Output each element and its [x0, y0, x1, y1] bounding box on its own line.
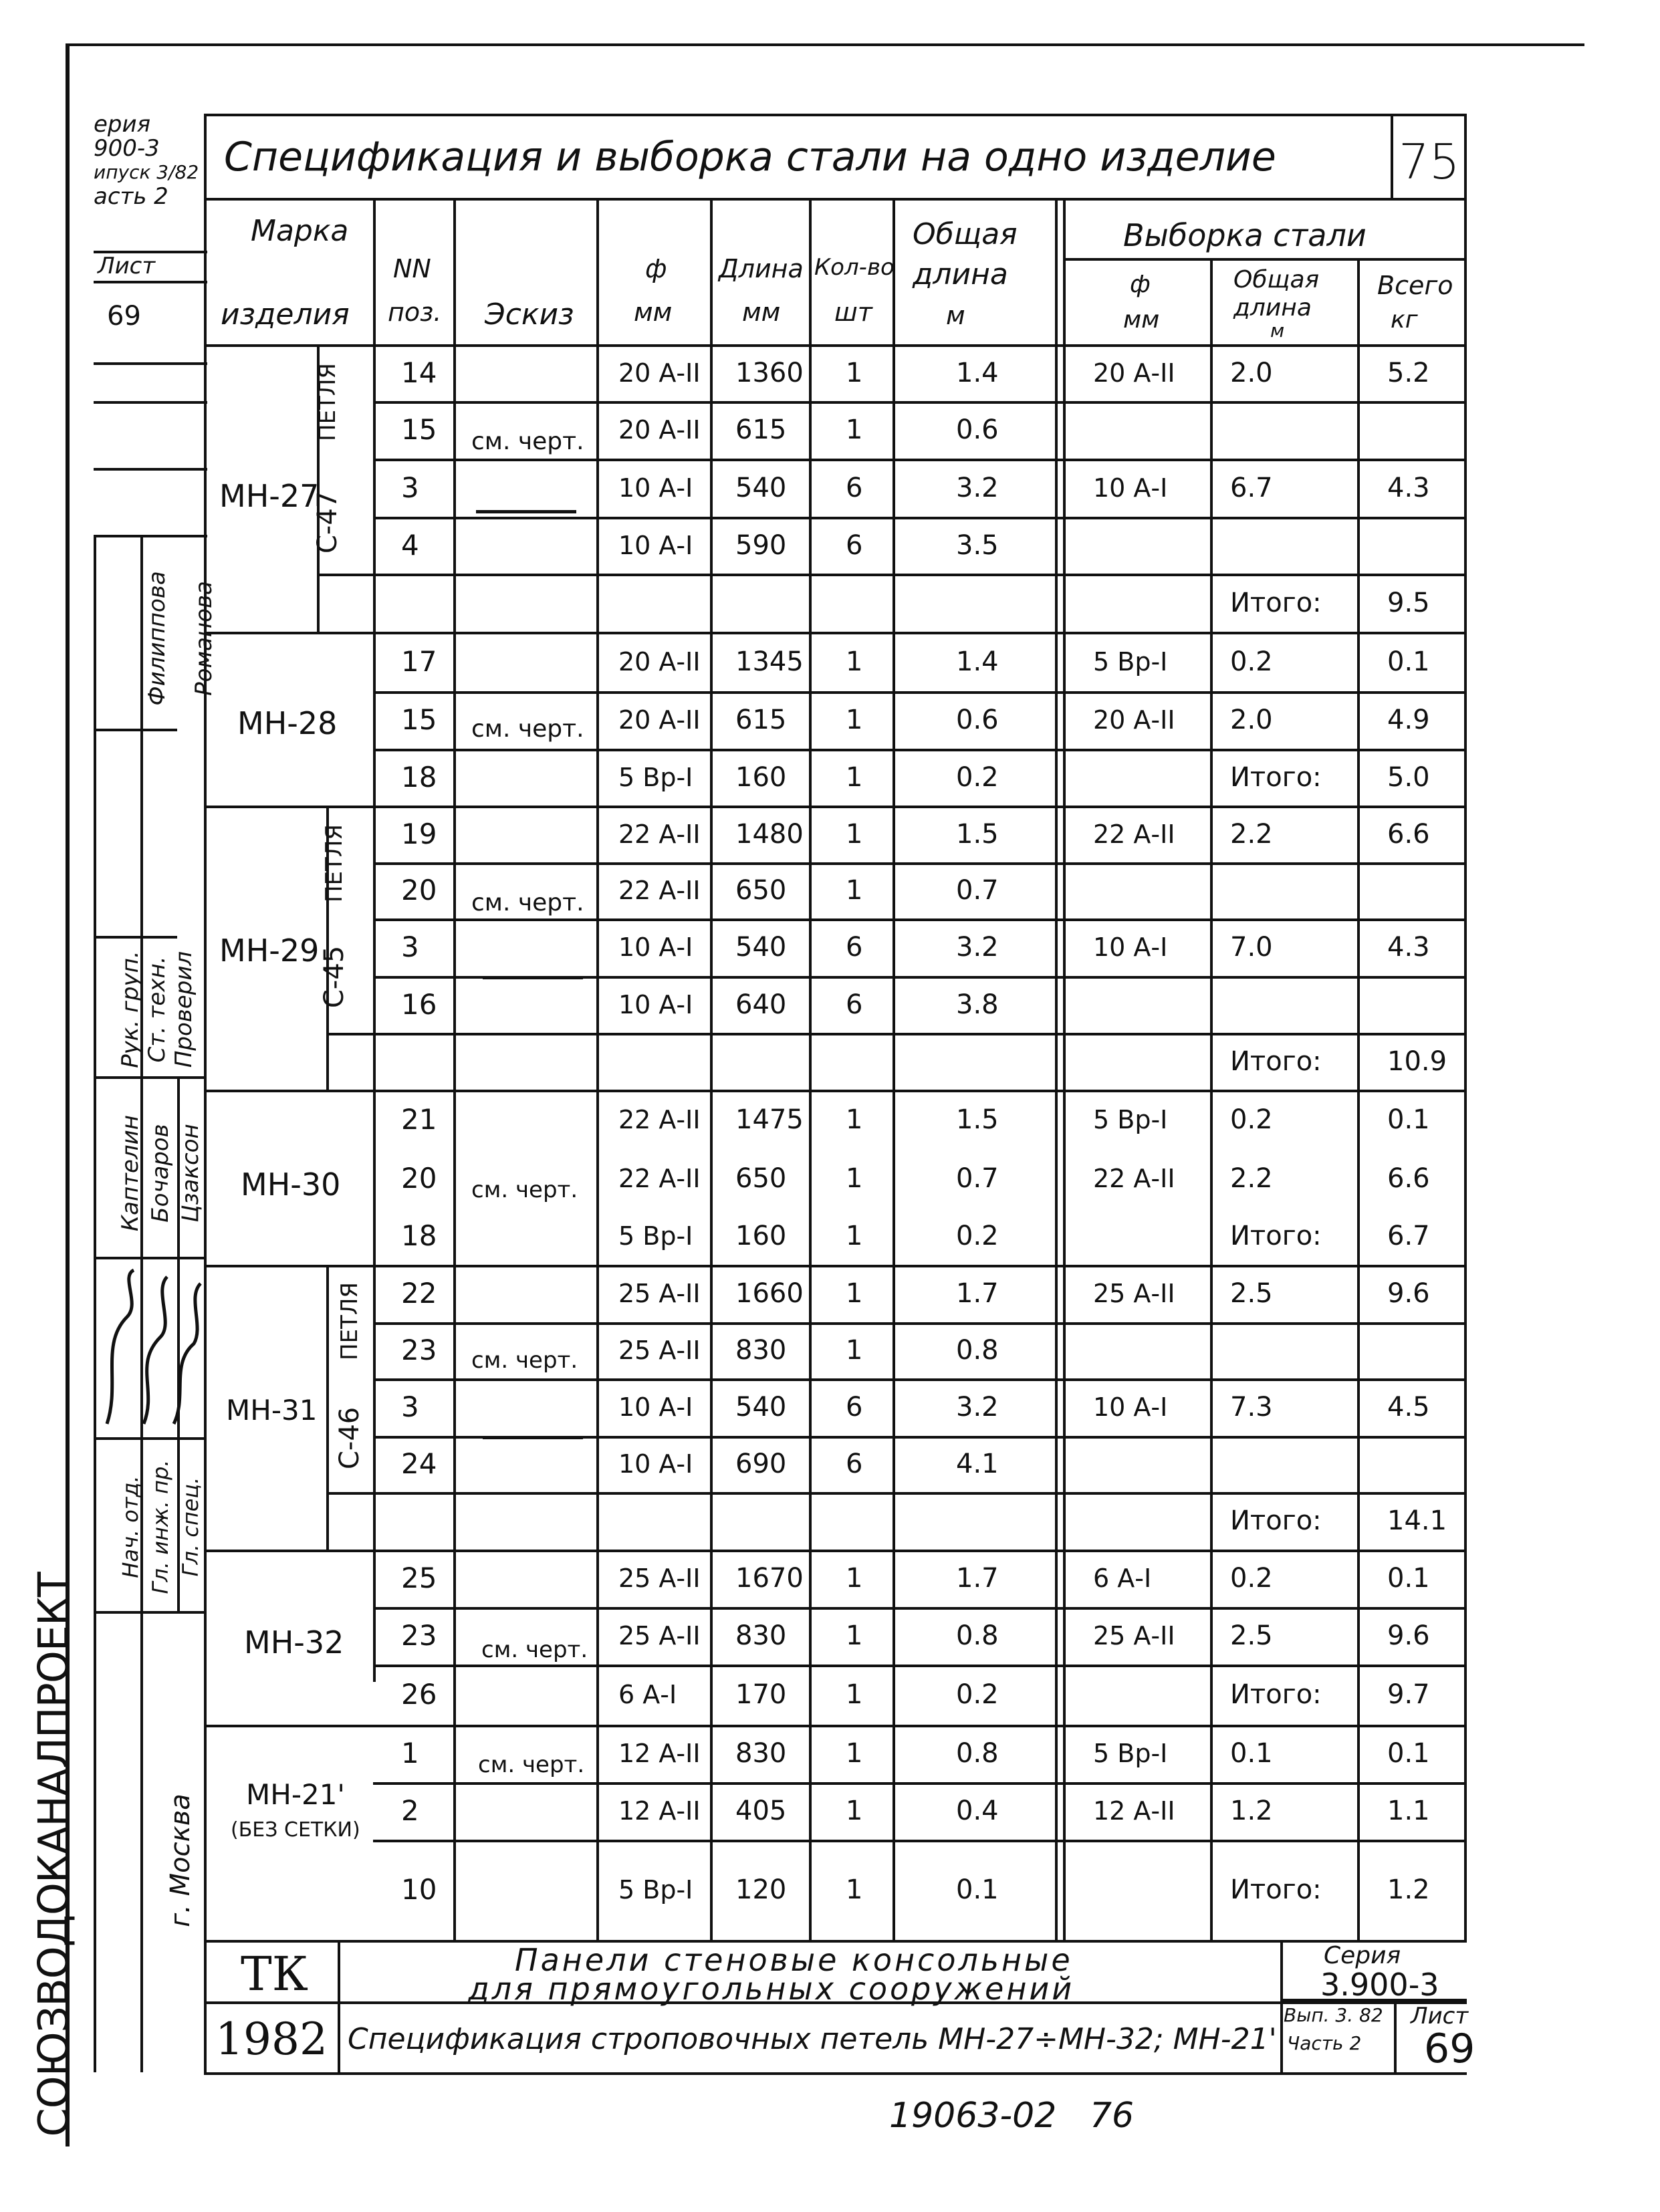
cell-tl-1: 0.6 [956, 414, 999, 445]
cell-tl-8: 1.5 [956, 818, 999, 850]
cell-pos-8: 19 [401, 817, 437, 850]
cell-kg-2: 4.3 [1387, 472, 1430, 503]
cell-dia-14: 22 А-II [618, 1163, 701, 1193]
cell-pos-3: 4 [401, 528, 419, 562]
cell-len-3: 590 [735, 529, 787, 561]
cell-tl-24: 0.8 [956, 1738, 999, 1769]
product-mn27: МН-27 [219, 478, 320, 514]
cell-dia-3: 10 А-I [618, 530, 693, 560]
cell-pos-21: 25 [401, 1562, 437, 1594]
cell-qty-21: 1 [846, 1563, 863, 1594]
page-title: Спецификация и выборка стали на одно изделие [224, 134, 1276, 180]
cell-len-26: 120 [735, 1874, 787, 1905]
tk-label: ТК [241, 1947, 308, 2001]
stamp-name-romanova: Романова [191, 581, 217, 696]
header-selection: Выборка стали [1123, 217, 1367, 253]
sketch-mn27: см. черт. [471, 428, 584, 455]
product-mn28: МН-28 [237, 705, 338, 741]
corner-block [94, 112, 204, 209]
product-mn29-sub: С-45 [319, 945, 350, 1008]
cell-dia-21: 25 А-II [618, 1564, 701, 1593]
header-marka-1: Марка [251, 214, 349, 248]
cell-len-8: 1480 [735, 818, 804, 850]
cell-tl-13: 1.5 [956, 1104, 999, 1135]
cell-pos-17: 23 [401, 1334, 437, 1366]
cell-len-19: 690 [735, 1449, 787, 1479]
cell-len-9: 650 [735, 875, 787, 906]
stamp-role-nach: Нач. отд. [118, 1475, 143, 1578]
cell-pos-24: 1 [401, 1737, 419, 1769]
cell-kg-12: 10.9 [1387, 1046, 1447, 1077]
cell-kg-6: 4.9 [1387, 705, 1430, 735]
cell-pos-0: 14 [401, 356, 437, 389]
cell-len-14: 650 [735, 1162, 787, 1194]
cell-sd-6: 20 А-II [1093, 705, 1175, 735]
cell-len-1: 615 [735, 414, 787, 445]
cell-pos-5: 17 [401, 644, 437, 678]
cell-sl-24: 0.1 [1230, 1738, 1273, 1769]
header-dia-2: мм [634, 297, 673, 327]
cell-sd-16: 25 А-II [1093, 1279, 1175, 1308]
cell-dia-8: 22 А-II [618, 819, 701, 849]
cell-len-21: 1670 [735, 1563, 804, 1594]
cell-kg-18: 4.5 [1387, 1392, 1430, 1423]
cell-qty-14: 1 [846, 1162, 863, 1194]
cell-len-22: 830 [735, 1620, 787, 1651]
cell-sl-14: 2.2 [1230, 1162, 1273, 1194]
header-sel-dia-1: ф [1130, 271, 1151, 298]
header-total-len-3: м [946, 301, 965, 330]
cell-pos-1: 15 [401, 413, 437, 446]
cell-len-15: 160 [735, 1220, 787, 1251]
stamp-role-gl-ing: Гл. инж. пр. [148, 1459, 173, 1594]
cell-dia-6: 20 А-II [618, 705, 701, 735]
cell-tl-9: 0.7 [956, 875, 999, 906]
product-mn30: МН-30 [241, 1166, 341, 1203]
cell-len-10: 540 [735, 932, 787, 963]
corner-sheet-value: 69 [107, 301, 141, 332]
cell-sd-18: 10 А-I [1093, 1392, 1168, 1422]
header-total-len-1: Общая [913, 217, 1018, 251]
header-total-len-2: длина [913, 257, 1008, 291]
cell-sl-8: 2.2 [1230, 818, 1273, 850]
cell-pos-23: 26 [401, 1678, 437, 1711]
header-len-2: мм [742, 297, 781, 327]
corner-sheet-label: Лист [98, 253, 156, 279]
cell-qty-23: 1 [846, 1679, 863, 1710]
cell-sd-13: 5 Вр-I [1093, 1105, 1168, 1134]
cell-qty-13: 1 [846, 1104, 863, 1135]
cell-dia-16: 25 А-II [618, 1279, 701, 1308]
cell-dia-5: 20 А-II [618, 646, 701, 677]
archive-number: 19063-02 76 [889, 2096, 1135, 2136]
cell-sd-21: 6 А-I [1093, 1564, 1152, 1593]
cell-tl-16: 1.7 [956, 1278, 999, 1309]
cell-len-6: 615 [735, 705, 787, 735]
cell-qty-8: 1 [846, 818, 863, 850]
cell-len-18: 540 [735, 1392, 787, 1423]
cell-sl-15: Итого: [1230, 1220, 1322, 1251]
cell-dia-25: 12 А-II [618, 1796, 701, 1826]
cell-tl-7: 0.2 [956, 761, 999, 793]
cell-qty-25: 1 [846, 1796, 863, 1826]
cell-sl-5: 0.2 [1230, 646, 1273, 677]
product-mn27-sub: С-47 [312, 491, 343, 554]
stamp-role-proveril: Проверил [170, 951, 197, 1068]
product-mn27-loop: ПЕТЛЯ [314, 362, 341, 441]
cell-sl-12: Итого: [1230, 1046, 1322, 1077]
product-mn32: МН-32 [244, 1624, 344, 1661]
stamp-name-kaptelin: Каптелин [117, 1115, 144, 1231]
header-pos-1: NN [393, 254, 431, 283]
header-dia-1: ф [645, 254, 667, 283]
cell-len-11: 640 [735, 989, 787, 1020]
sketch-mn30: см. черт. [471, 1177, 578, 1203]
cell-qty-11: 6 [846, 989, 863, 1020]
stamp-name-izakson: Цзаксон [177, 1124, 204, 1223]
cell-tl-6: 0.6 [956, 705, 999, 735]
cell-kg-22: 9.6 [1387, 1620, 1430, 1651]
cell-pos-14: 20 [401, 1161, 437, 1195]
cell-dia-24: 12 А-II [618, 1739, 701, 1768]
cell-kg-8: 6.6 [1387, 818, 1430, 850]
stamp-name-filippova: Филиппова [144, 571, 170, 706]
sheet-number-top: 75 [1399, 134, 1460, 190]
stamp-role-ruk: Рук. груп. [117, 951, 144, 1068]
sketch-line-mn31 [483, 1436, 583, 1439]
cell-qty-1: 1 [846, 414, 863, 445]
header-pos-2: поз. [388, 297, 442, 327]
cell-len-13: 1475 [735, 1104, 804, 1135]
cell-kg-23: 9.7 [1387, 1679, 1430, 1710]
cell-len-16: 1660 [735, 1278, 804, 1309]
cell-qty-9: 1 [846, 875, 863, 906]
corner-series-label: ерия [94, 111, 151, 138]
cell-sd-14: 22 А-II [1093, 1163, 1175, 1193]
cell-kg-21: 0.1 [1387, 1563, 1430, 1594]
cell-dia-2: 10 А-I [618, 473, 693, 503]
sketch-mn28: см. черт. [471, 715, 584, 743]
product-mn29-loop: ПЕТЛЯ [321, 824, 348, 902]
cell-dia-22: 25 А-II [618, 1621, 701, 1650]
project-line-2: для прямоугольных сооружений [468, 1971, 1075, 2007]
issue-label: Вып. 3. 82 [1284, 2004, 1383, 2026]
sheet-label-bottom: Лист [1411, 2003, 1469, 2030]
project-line-1: Панели стеновые консольные [515, 1942, 1073, 1978]
cell-sd-5: 5 Вр-I [1093, 646, 1168, 677]
cell-tl-3: 3.5 [956, 529, 999, 561]
cell-len-24: 830 [735, 1738, 787, 1769]
cell-dia-15: 5 Вр-I [618, 1221, 693, 1251]
cell-kg-25: 1.1 [1387, 1796, 1430, 1826]
cell-qty-19: 6 [846, 1449, 863, 1479]
cell-dia-17: 25 А-II [618, 1336, 701, 1365]
cell-dia-10: 10 А-I [618, 933, 693, 962]
cell-tl-5: 1.4 [956, 646, 999, 677]
cell-len-2: 540 [735, 472, 787, 503]
header-sel-dia-2: мм [1123, 306, 1160, 334]
cell-dia-0: 20 А-II [618, 358, 701, 388]
sketch-mn31: см. черт. [471, 1347, 578, 1374]
cell-sd-8: 22 А-II [1093, 819, 1175, 849]
product-mn21-note: (БЕЗ СЕТКИ) [231, 1818, 360, 1842]
cell-qty-17: 1 [846, 1335, 863, 1366]
cell-qty-24: 1 [846, 1738, 863, 1769]
cell-tl-26: 0.1 [956, 1874, 999, 1905]
header-sel-len-3: м [1270, 320, 1285, 342]
cell-pos-2: 3 [401, 471, 419, 504]
cell-tl-17: 0.8 [956, 1335, 999, 1366]
cell-sl-7: Итого: [1230, 761, 1322, 793]
cell-dia-13: 22 А-II [618, 1105, 701, 1134]
cell-kg-20: 14.1 [1387, 1505, 1447, 1536]
cell-qty-0: 1 [846, 357, 863, 388]
cell-sl-23: Итого: [1230, 1679, 1322, 1710]
header-qty-2: шт [834, 297, 872, 327]
cell-tl-10: 3.2 [956, 932, 999, 963]
cell-pos-13: 21 [401, 1103, 437, 1136]
cell-sl-13: 0.2 [1230, 1104, 1273, 1135]
corner-part: асть 2 [94, 183, 168, 210]
header-qty-1: Кол-во [814, 254, 895, 281]
cell-sl-6: 2.0 [1230, 705, 1273, 735]
product-mn29: МН-29 [219, 933, 320, 969]
cell-kg-10: 4.3 [1387, 932, 1430, 963]
cell-kg-7: 5.0 [1387, 761, 1430, 793]
stamp-role-gl-spec: Гл. спец. [178, 1477, 203, 1577]
product-mn31: МН-31 [226, 1394, 318, 1427]
sheet-value-bottom: 69 [1424, 2025, 1475, 2072]
cell-tl-15: 0.2 [956, 1220, 999, 1251]
cell-dia-9: 22 А-II [618, 876, 701, 905]
cell-pos-18: 3 [401, 1390, 419, 1423]
product-mn31-sub: С-46 [334, 1406, 365, 1469]
cell-sd-22: 25 А-II [1093, 1621, 1175, 1650]
cell-pos-15: 18 [401, 1219, 437, 1252]
cell-sl-18: 7.3 [1230, 1392, 1273, 1423]
cell-sl-21: 0.2 [1230, 1563, 1273, 1594]
cell-pos-22: 23 [401, 1619, 437, 1652]
cell-sl-22: 2.5 [1230, 1620, 1273, 1651]
cell-sl-20: Итого: [1230, 1505, 1322, 1536]
cell-sl-16: 2.5 [1230, 1278, 1273, 1309]
sketch-mn21: см. черт. [478, 1751, 585, 1778]
cell-kg-5: 0.1 [1387, 646, 1430, 677]
cell-sl-4: Итого: [1230, 587, 1322, 618]
cell-len-7: 160 [735, 761, 787, 793]
cell-tl-21: 1.7 [956, 1563, 999, 1594]
cell-tl-23: 0.2 [956, 1679, 999, 1710]
cell-pos-7: 18 [401, 760, 437, 793]
cell-sd-2: 10 А-I [1093, 473, 1168, 503]
product-mn31-loop: ПЕТЛЯ [336, 1281, 363, 1360]
corner-issue: ипуск 3/82 [94, 161, 199, 183]
cell-dia-1: 20 А-II [618, 415, 701, 445]
cell-dia-26: 5 Вр-I [618, 1875, 693, 1904]
cell-kg-16: 9.6 [1387, 1278, 1430, 1309]
cell-sl-2: 6.7 [1230, 472, 1273, 503]
signature-scribbles [94, 1263, 207, 1437]
cell-qty-26: 1 [846, 1874, 863, 1905]
cell-kg-4: 9.5 [1387, 587, 1430, 618]
cell-qty-6: 1 [846, 705, 863, 735]
cell-tl-14: 0.7 [956, 1162, 999, 1194]
cell-pos-26: 10 [401, 1873, 437, 1906]
cell-pos-10: 3 [401, 931, 419, 963]
cell-kg-14: 6.6 [1387, 1162, 1430, 1194]
cell-sd-25: 12 А-II [1093, 1796, 1175, 1826]
cell-sd-0: 20 А-II [1093, 358, 1175, 388]
cell-tl-22: 0.8 [956, 1620, 999, 1651]
sketch-mn32: см. черт. [481, 1636, 588, 1663]
cell-tl-18: 3.2 [956, 1392, 999, 1423]
product-mn21: МН-21' [246, 1778, 345, 1811]
cell-tl-19: 4.1 [956, 1449, 999, 1479]
sheet-title: Спецификация строповочных петель МН-27÷МН-32; МН-21' [348, 2022, 1277, 2056]
cell-tl-0: 1.4 [956, 357, 999, 388]
cell-qty-2: 6 [846, 472, 863, 503]
cell-pos-6: 15 [401, 703, 437, 736]
header-sel-len-1: Общая [1233, 266, 1320, 293]
cell-pos-19: 24 [401, 1447, 437, 1480]
cell-len-25: 405 [735, 1796, 787, 1826]
cell-qty-5: 1 [846, 646, 863, 677]
cell-len-23: 170 [735, 1679, 787, 1710]
series-label: Серия [1324, 1942, 1401, 1969]
cell-sl-0: 2.0 [1230, 357, 1273, 388]
header-marka [251, 214, 348, 248]
cell-len-0: 1360 [735, 357, 804, 388]
cell-tl-2: 3.2 [956, 472, 999, 503]
cell-kg-24: 0.1 [1387, 1738, 1430, 1769]
sketch-line-mn29 [483, 976, 583, 979]
cell-qty-3: 6 [846, 529, 863, 561]
stamp-city: г. Москва [165, 1794, 196, 1927]
cell-sl-10: 7.0 [1230, 932, 1273, 963]
header-sel-len-2: длина [1233, 294, 1312, 322]
corner-series-value: 900-3 [94, 135, 160, 162]
stamp-organization: СОЮЗВОДОКАНАЛПРОЕКТ [29, 1572, 78, 2137]
cell-sl-26: Итого: [1230, 1874, 1322, 1905]
header-sketch: Эскиз [485, 297, 574, 332]
series-value: 3.900-3 [1320, 1967, 1439, 2003]
cell-dia-23: 6 А-I [618, 1680, 677, 1709]
cell-kg-0: 5.2 [1387, 357, 1430, 388]
cell-dia-19: 10 А-I [618, 1449, 693, 1479]
cell-dia-18: 10 А-I [618, 1392, 693, 1422]
cell-sl-25: 1.2 [1230, 1796, 1273, 1826]
cell-qty-22: 1 [846, 1620, 863, 1651]
sketch-line-mn27 [476, 510, 576, 513]
cell-qty-16: 1 [846, 1278, 863, 1309]
header-len-1: Длина [719, 254, 804, 283]
cell-pos-11: 16 [401, 987, 437, 1021]
stamp-name-bocharov: Бочаров [147, 1124, 174, 1223]
cell-tl-11: 3.8 [956, 989, 999, 1020]
cell-pos-16: 22 [401, 1277, 437, 1310]
cell-pos-25: 2 [401, 1794, 419, 1827]
cell-qty-18: 6 [846, 1392, 863, 1423]
cell-qty-10: 6 [846, 932, 863, 963]
header-sel-kg-2: кг [1391, 306, 1418, 334]
cell-sd-10: 10 А-I [1093, 933, 1168, 962]
cell-kg-26: 1.2 [1387, 1874, 1430, 1905]
cell-kg-15: 6.7 [1387, 1220, 1430, 1251]
cell-dia-7: 5 Вр-I [618, 762, 693, 792]
stamp-role-techn: Ст. техн. [144, 956, 170, 1063]
header-marka-2: изделия [221, 297, 350, 332]
cell-len-5: 1345 [735, 646, 804, 677]
cell-dia-11: 10 А-I [618, 989, 693, 1019]
header-sel-kg-1: Всего [1377, 271, 1453, 300]
sketch-mn29: см. черт. [471, 889, 584, 916]
cell-len-17: 830 [735, 1335, 787, 1366]
cell-kg-13: 0.1 [1387, 1104, 1430, 1135]
year-label: 1982 [215, 2013, 328, 2065]
cell-sd-24: 5 Вр-I [1093, 1739, 1168, 1768]
cell-tl-25: 0.4 [956, 1796, 999, 1826]
cell-qty-15: 1 [846, 1220, 863, 1251]
cell-qty-7: 1 [846, 761, 863, 793]
cell-pos-9: 20 [401, 874, 437, 906]
part-label: Часть 2 [1287, 2032, 1362, 2054]
